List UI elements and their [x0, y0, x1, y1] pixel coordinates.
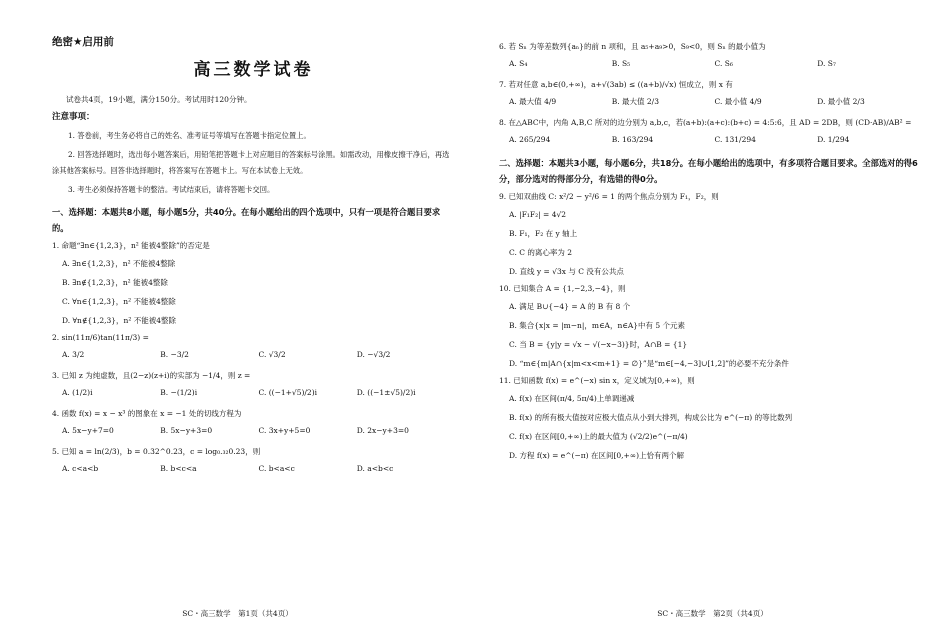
- option: A. f(x) 在区间(π/4, 5π/4)上单调递减: [509, 394, 635, 403]
- option: B. f(x) 的所有极大值按对应极大值点从小到大排列，构成公比为 e^(−π) 的等比数列: [509, 413, 793, 422]
- question-11: 11. 已知函数 f(x) = e^(−x) sin x，定义域为[0,+∞)，则: [499, 376, 695, 385]
- option: A. 最大值 4/9: [509, 97, 557, 106]
- option: C. 3x+y+5=0: [258, 426, 311, 435]
- question-7: 7. 若对任意 a,b∈(0,+∞)，a+√(3ab) ≤ ((a+b)/√x) 恒成立，则 x 有: [499, 80, 733, 89]
- page-footer: SC・高三数学 第2页（共4页）: [657, 609, 768, 618]
- question-4: 4. 函数 f(x) = x − x³ 的图象在 x = −1 处的切线方程为: [52, 409, 242, 418]
- option: C. ∀n∈{1,2,3}，n² 不能被4整除: [62, 297, 176, 306]
- option: A. (1/2)i: [62, 388, 93, 397]
- page-footer: SC・高三数学 第1页（共4页）: [182, 609, 293, 618]
- option: A. ∃n∈{1,2,3}，n² 不能被4整除: [62, 259, 176, 268]
- option: A. 265/294: [509, 135, 551, 144]
- option: B. S₅: [611, 59, 631, 68]
- question-6: 6. 若 Sₙ 为等差数列{aₙ}的前 n 项和，且 a₅+a₉>0，S₉<0，则 Sₙ 的最小值为: [499, 42, 766, 51]
- question-1: 1. 命题“∃n∈{1,2,3}，n² 能被4整除”的否定是: [52, 241, 210, 250]
- option: C. 131/294: [714, 135, 756, 144]
- option: D. a<b<c: [356, 464, 394, 473]
- option: B. ∃n∉{1,2,3}，n² 能被4整除: [62, 278, 168, 287]
- question-9: 9. 已知双曲线 C: x²/2 − y²/6 = 1 的两个焦点分别为 F₁，F₂，则: [499, 192, 719, 201]
- option: A. 3/2: [62, 350, 85, 359]
- option: C. b<a<c: [258, 464, 295, 473]
- options-row: [509, 57, 920, 71]
- option: A. 满足 B∪{−4} = A 的 B 有 8 个: [509, 302, 631, 311]
- option: D. 2x−y+3=0: [356, 426, 409, 435]
- secret-label: 绝密★启用前: [52, 36, 114, 48]
- question-8: 8. 在△ABC中，内角 A,B,C 所对的边分别为 a,b,c，若(a+b):(a+c):(b+c) = 4:5:6，且 AD = 2DB，则 (CD·AB)/AB² =: [499, 118, 912, 127]
- options-row: [62, 424, 455, 438]
- option: B. 集合{x|x = |m−n|，m∈A，n∈A}中有 5 个元素: [509, 321, 686, 330]
- notice-item: 2. 回答选择题时，选出每小题答案后，用铅笔把答题卡上对应题目的答案标号涂黑。如需改动，用橡皮擦干净后，再选涂其他答案标号。回答非选择题时，将答案写在答题卡上。写在本试卷上无效。: [52, 150, 450, 175]
- option: C. ((−1+√5)/2)i: [258, 388, 318, 397]
- question-2: 2. sin(11π/6)tan(11π/3) =: [52, 333, 149, 342]
- question-3: 3. 已知 z 为纯虚数，且(2−z)(z+i)的实部为 −1/4，则 z =: [52, 371, 251, 380]
- option: D. “m∈{m|A∩{x|m<x<m+1} = ∅}”是“m∈[−4,−3]∪[1,2]”的必要不充分条件: [509, 359, 789, 368]
- option: A. S₄: [509, 59, 528, 68]
- option: D. 最小值 2/3: [817, 97, 865, 106]
- option: B. 163/294: [611, 135, 654, 144]
- option: C. 当 B = {y|y = √x − √(−x−3)}时，A∩B = {1}: [509, 340, 688, 349]
- notice-item: 1. 答卷前，考生务必将自己的姓名、准考证号等填写在答题卡指定位置上。: [68, 131, 311, 140]
- option: B. F₁，F₂ 在 y 轴上: [509, 229, 578, 238]
- option: C. f(x) 在区间[0,+∞)上的最大值为 (√2/2)e^(−π/4): [509, 432, 688, 441]
- option: D. 1/294: [817, 135, 850, 144]
- options-row: [509, 133, 920, 147]
- option: A. |F₁F₂| = 4√2: [509, 210, 567, 219]
- option: A. c<a<b: [62, 464, 99, 473]
- option: D. 方程 f(x) = e^(−π) 在区间[0,+∞)上恰有两个解: [509, 451, 685, 460]
- question-5: 5. 已知 a = ln(2/3)，b = 0.32^0.23，c = log₀.₃₂0.23，则: [52, 447, 261, 456]
- exam-title: 高三数学试卷: [193, 60, 314, 80]
- options-row: [62, 348, 455, 362]
- option: A. 5x−y+7=0: [62, 426, 114, 435]
- option: C. S₆: [714, 59, 733, 68]
- option: C. √3/2: [258, 350, 286, 359]
- option: C. 最小值 4/9: [714, 97, 762, 106]
- section-heading: 一、选择题：本题共8小题，每小题5分，共40分。在每小题给出的四个选项中，只有一项是符合题目要求的。: [52, 207, 441, 233]
- option: D. −√3/2: [356, 350, 391, 359]
- option: B. −(1/2)i: [160, 388, 198, 397]
- question-10: 10. 已知集合 A = {1,−2,3,−4}，则: [499, 284, 626, 293]
- option: B. 最大值 2/3: [611, 97, 659, 106]
- option: D. ((−1±√5)/2)i: [356, 388, 416, 397]
- option: D. ∀n∉{1,2,3}，n² 不能被4整除: [62, 316, 177, 325]
- option: B. 5x−y+3=0: [160, 426, 213, 435]
- option: D. 直线 y = √3x 与 C 没有公共点: [509, 267, 624, 276]
- section-heading: 二、选择题：本题共3小题，每小题6分，共18分。在每小题给出的选项中，有多项符合题目要求。全部选对的得6分，部分选对的得部分分，有选错的得0分。: [499, 158, 918, 184]
- option: B. b<c<a: [160, 464, 197, 473]
- options-row: [62, 386, 455, 400]
- notice-item: 3. 考生必须保持答题卡的整洁。考试结束后，请将答题卡交回。: [68, 185, 275, 194]
- options-row: [62, 462, 455, 476]
- page-2: [475, 0, 950, 631]
- option: C. C 的离心率为 2: [509, 248, 573, 257]
- options-row: [509, 95, 920, 109]
- option: D. S₇: [817, 59, 836, 68]
- option: B. −3/2: [160, 350, 189, 359]
- notice-heading: 注意事项：: [52, 112, 95, 122]
- exam-info: 试卷共4页，19小题，满分150分。考试用时120分钟。: [66, 95, 252, 104]
